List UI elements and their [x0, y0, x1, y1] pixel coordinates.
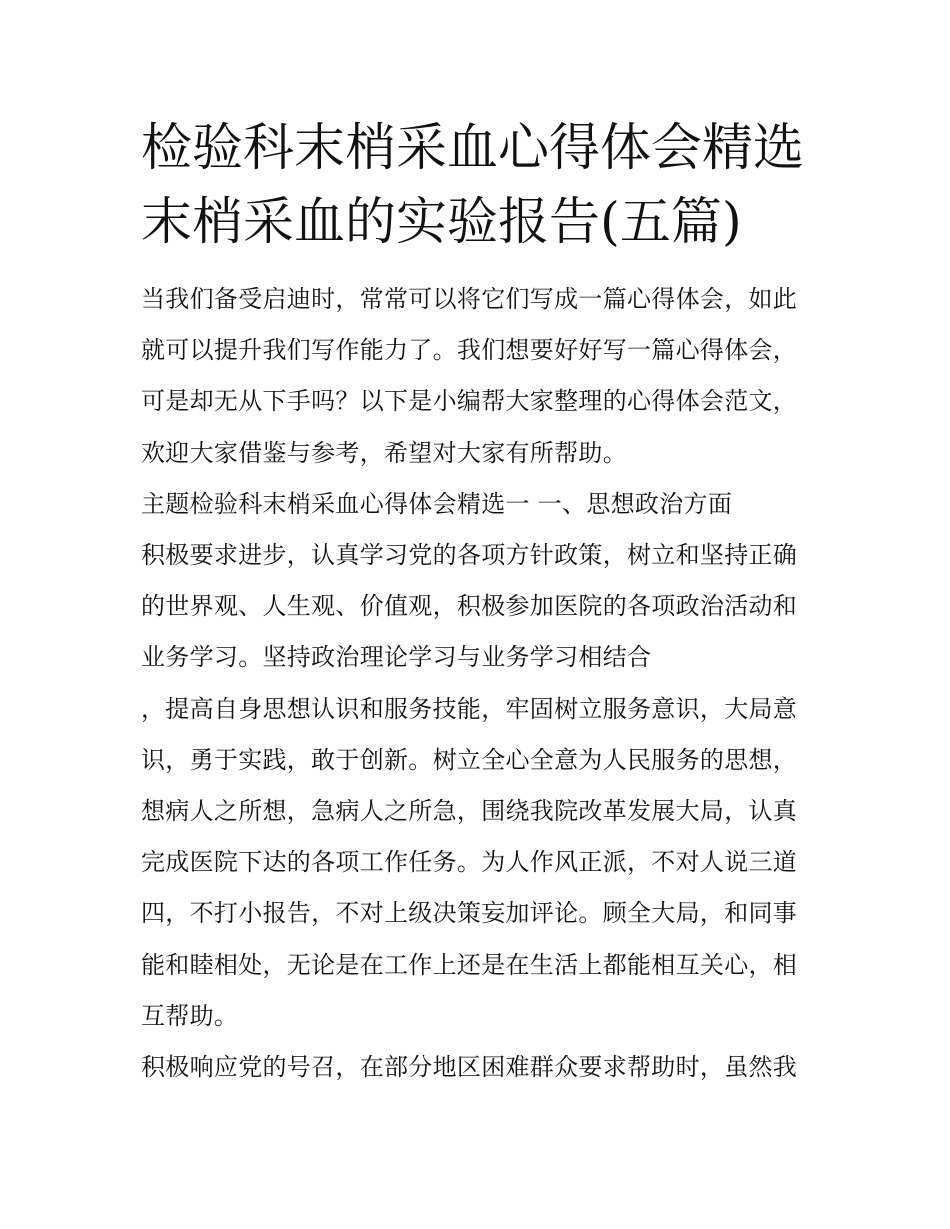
intro-line-4: 欢迎大家借鉴与参考，希望对大家有所帮助。 [141, 438, 627, 467]
body-2-line-4: 完成医院下达的各项工作任务。为人作风正派，不对人说三道 [141, 848, 798, 877]
intro-line-1: 当我们备受启迪时，常常可以将它们写成一篇心得体会，如此 [141, 285, 798, 313]
body-paragraph-3 [141, 1042, 816, 1093]
section-heading-line: 主题检验科末梢采血心得体会精选一 一、思想政治方面 [141, 489, 733, 518]
intro-paragraph [141, 274, 816, 479]
title-line-1: 检验科末梢采血心得体会精选 [141, 119, 805, 178]
body-3-line-1: 积极响应党的号召，在部分地区困难群众要求帮助时，虽然我 [141, 1053, 798, 1082]
section-heading-paragraph [141, 479, 816, 530]
document-title [141, 112, 816, 260]
body-2-line-7: 互帮助。 [141, 1001, 239, 1030]
body-paragraph-2 [141, 684, 816, 1042]
intro-line-3: 可是却无从下手吗？以下是小编帮大家整理的心得体会范文， [141, 387, 798, 416]
document-page [141, 112, 816, 1093]
body-1-line-3: 业务学习。坚持政治理论学习与业务学习相结合 [141, 643, 652, 672]
body-1-line-1: 积极要求进步，认真学习党的各项方针政策，树立和坚持正确 [141, 541, 798, 570]
body-2-line-6: 能和睦相处，无论是在工作上还是在生活上都能相互关心，相 [141, 950, 798, 979]
title-spacing [141, 260, 816, 274]
body-2-line-1: ，提高自身思想认识和服务技能，牢固树立服务意识，大局意 [141, 694, 798, 723]
body-1-line-2: 的世界观、人生观、价值观，积极参加医院的各项政治活动和 [141, 592, 798, 621]
body-paragraph-1 [141, 530, 816, 684]
title-line-2: 末梢采血的实验报告(五篇) [141, 193, 742, 252]
intro-line-2: 就可以提升我们写作能力了。我们想要好好写一篇心得体会， [141, 336, 798, 365]
body-2-line-5: 四，不打小报告，不对上级决策妄加评论。顾全大局，和同事 [141, 899, 798, 928]
body-2-line-3: 想病人之所想，急病人之所急，围绕我院改革发展大局，认真 [141, 797, 798, 826]
body-2-line-2: 识，勇于实践，敢于创新。树立全心全意为人民服务的思想， [141, 745, 798, 774]
